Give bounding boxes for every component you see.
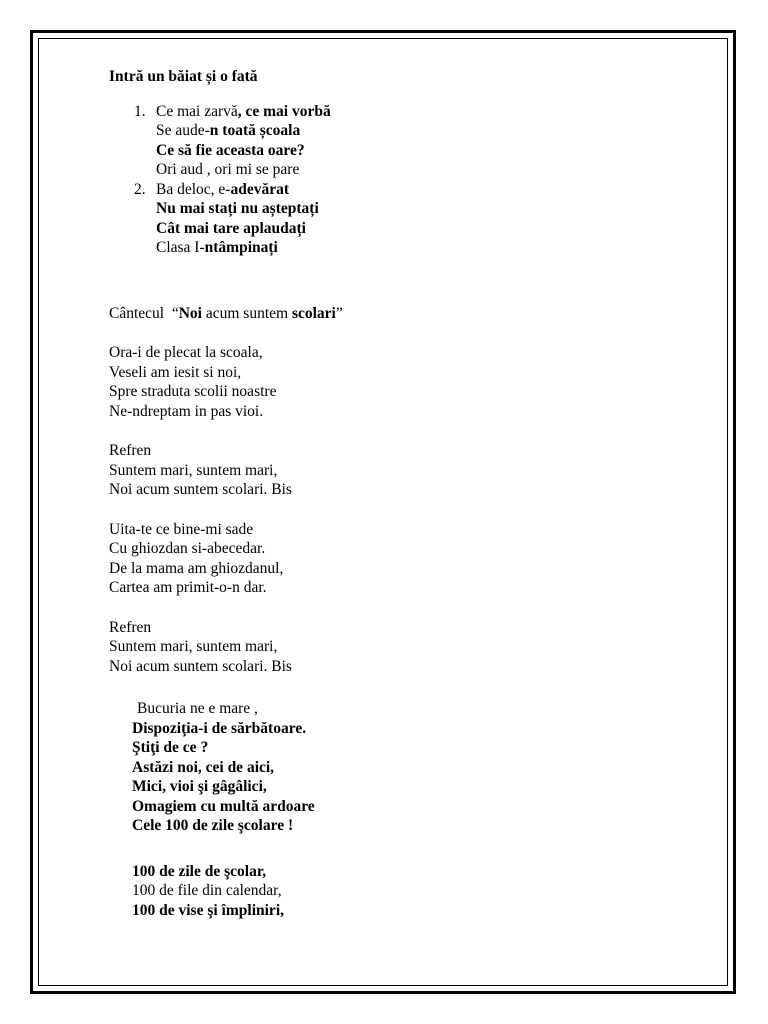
verse-2: [109, 520, 709, 598]
verse-line: Spre straduta scolii noastre: [109, 383, 277, 400]
verse-line: Ce să fie aceasta oare?: [156, 141, 305, 159]
verse-line: Uita-te ce bine-mi sade: [109, 520, 254, 538]
verse-line: Ora-i de plecat la scoala,: [109, 344, 263, 361]
song-title: Cântecul “Noi acum suntem scolari”: [109, 304, 343, 322]
verse-line: Astăzi noi, cei de aici,: [132, 758, 275, 776]
verse-line: Ce mai zarvă, ce mai vorbă: [156, 102, 331, 120]
verse-line: Ne-ndreptam in pas vioi.: [109, 402, 264, 420]
refrain-1: [109, 441, 709, 500]
verse-line: Cât mai tare aplaudați: [156, 219, 306, 237]
verse-line: Ştiţi de ce ?: [132, 739, 209, 756]
verse-line: Suntem mari, suntem mari,: [109, 461, 278, 479]
verse-line: De la mama am ghiozdanul,: [109, 559, 284, 577]
numbered-list: [109, 102, 709, 258]
document-body: [109, 67, 709, 920]
refrain-2: [109, 618, 709, 677]
refrain-label: Refren: [109, 618, 152, 636]
page-heading: Intră un băiat și o fată: [109, 68, 258, 85]
list-number: 2.: [134, 180, 146, 198]
final-stanza: [109, 862, 709, 921]
verse-line: Dispoziţia-i de sărbătoare.: [132, 719, 307, 737]
verse-line: Clasa I-ntâmpinați: [156, 239, 278, 256]
verse-line: 100 de vise şi împliniri,: [132, 901, 284, 919]
verse-1: [109, 343, 709, 421]
verse-line: Cartea am primit-o-n dar.: [109, 579, 267, 596]
verse-line: Cu ghiozdan si-abecedar.: [109, 540, 266, 557]
verse-line: Ba deloc, e-adevărat: [156, 180, 289, 198]
verse-line: Omagiem cu multă ardoare: [132, 797, 315, 815]
verse-line: Suntem mari, suntem mari,: [109, 638, 278, 655]
verse-line: Bucuria ne e mare ,: [137, 700, 258, 717]
refrain-label: Refren: [109, 442, 152, 459]
verse-line: Veseli am iesit si noi,: [109, 363, 242, 381]
verse-line: Ori aud , ori mi se pare: [156, 161, 300, 178]
poem-stanza: [109, 699, 709, 836]
list-item: [109, 102, 709, 180]
verse-line: Se aude-n toată școala: [156, 122, 301, 139]
verse-line: Cele 100 de zile şcolare !: [132, 817, 294, 834]
list-item: [109, 180, 709, 258]
verse-line: Nu mai stați nu așteptați: [156, 200, 319, 217]
list-number: 1.: [134, 102, 146, 120]
verse-line: 100 de file din calendar,: [132, 882, 282, 899]
verse-line: Noi acum suntem scolari. Bis: [109, 657, 292, 675]
verse-line: Noi acum suntem scolari. Bis: [109, 481, 292, 498]
verse-line: Mici, vioi şi gâgâlici,: [132, 778, 267, 795]
verse-line: 100 de zile de şcolar,: [132, 862, 267, 880]
